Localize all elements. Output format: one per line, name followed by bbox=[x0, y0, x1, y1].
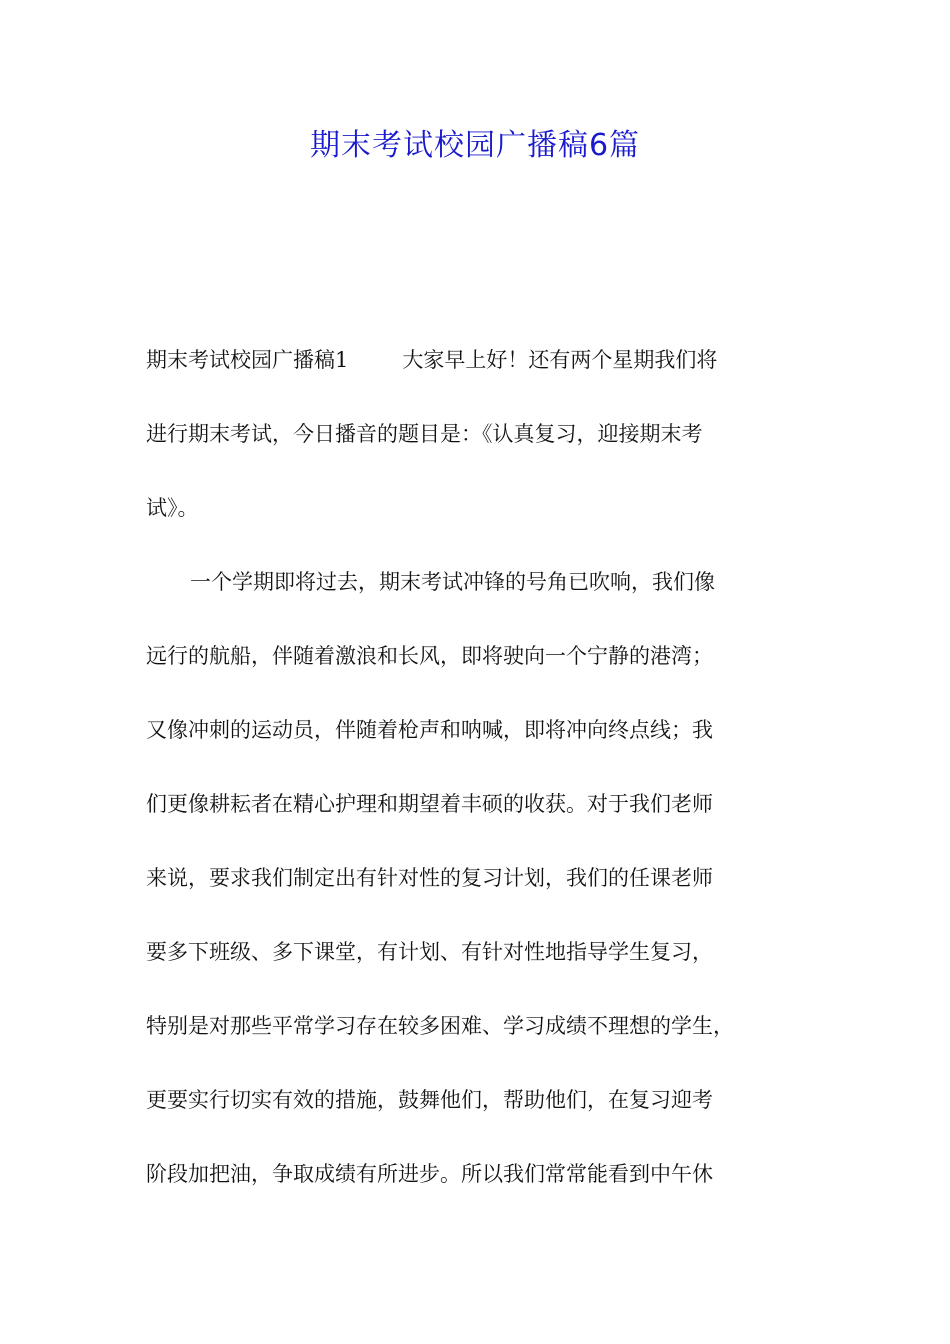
paragraph-line: 一个学期即将过去，期末考试冲锋的号角已吹响，我们像 bbox=[190, 570, 715, 594]
paragraph-line: 更要实行切实有效的措施，鼓舞他们，帮助他们，在复习迎考 bbox=[146, 1088, 713, 1112]
paragraph-line: 特别是对那些平常学习存在较多困难、学习成绩不理想的学生， bbox=[146, 1014, 734, 1038]
paragraph-line bbox=[146, 340, 816, 380]
document-body bbox=[146, 340, 816, 1228]
paragraph-line: 要多下班级、多下课堂，有计划、有针对性地指导学生复习， bbox=[146, 940, 713, 964]
paragraph-line: 进行期末考试，今日播音的题目是：《认真复习，迎接期末考 bbox=[146, 422, 703, 446]
section-heading: 期末考试校园广播稿1 bbox=[146, 348, 349, 372]
paragraph-line: 来说，要求我们制定出有针对性的复习计划，我们的任课老师 bbox=[146, 866, 713, 890]
document-title: 期末考试校园广播稿6篇 bbox=[309, 128, 641, 163]
paragraph-line: 试》。 bbox=[146, 496, 199, 520]
paragraph-line: 远行的航船，伴随着激浪和长风，即将驶向一个宁静的港湾； bbox=[146, 644, 713, 668]
line-text: 大家早上好！还有两个星期我们将 bbox=[402, 348, 718, 372]
paragraph-line: 又像冲刺的运动员，伴随着枪声和呐喊，即将冲向终点线；我 bbox=[146, 718, 713, 742]
paragraph-line: 们更像耕耘者在精心护理和期望着丰硕的收获。对于我们老师 bbox=[146, 792, 713, 816]
paragraph-line: 阶段加把油，争取成绩有所进步。所以我们常常能看到中午休 bbox=[146, 1162, 713, 1186]
